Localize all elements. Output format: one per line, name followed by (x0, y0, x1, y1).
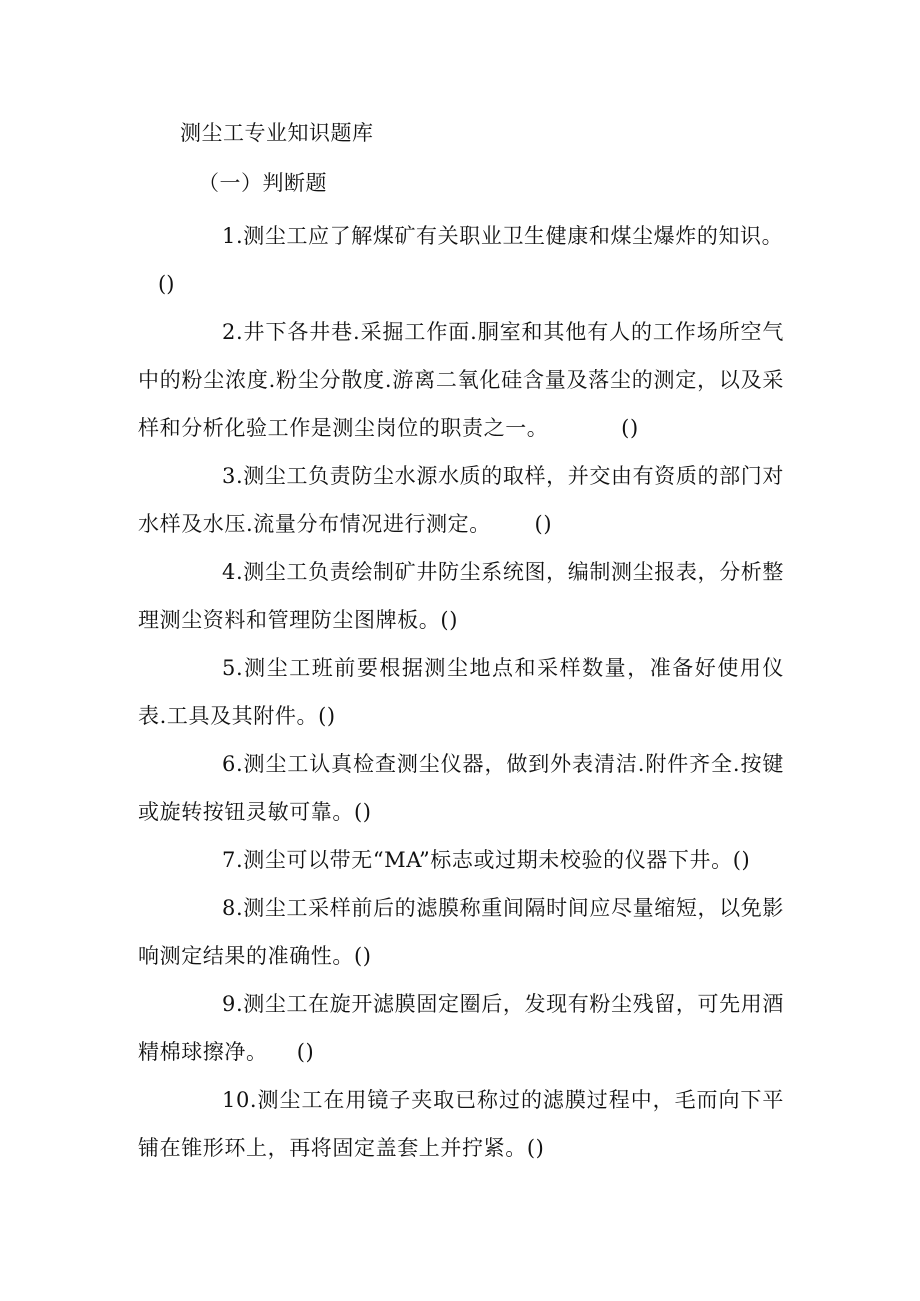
question-number: 6 (222, 752, 236, 776)
question-number: 1 (222, 224, 236, 248)
question-number: 9 (222, 992, 236, 1016)
document-title: 测尘工专业知识题库 (180, 121, 374, 145)
question-item-8 (138, 884, 784, 980)
question-item-6 (138, 740, 784, 836)
answer-blank: () (621, 416, 639, 440)
question-item-7 (138, 836, 784, 884)
question-text: .测尘工负责绘制矿井防尘系统图，编制测尘报表，分析整理测尘资料和管理防尘图牌板。 (138, 560, 784, 632)
question-text: .井下各井巷.采掘工作面.胴室和其他有人的工作场所空气中的粉尘浓度.粉尘分散度.游离二氧化硅含量及落尘的测定，以及采样和分析化验工作是测尘岗位的职责之一。 (138, 320, 784, 440)
answer-blank: () (440, 608, 458, 632)
question-item-4 (138, 548, 784, 644)
question-number: 5 (222, 656, 236, 680)
question-item-3 (138, 452, 784, 548)
question-number: 3 (222, 464, 236, 488)
question-item-10 (138, 1076, 784, 1172)
answer-blank: () (296, 1040, 315, 1064)
question-number: 8 (222, 896, 236, 920)
answer-blank: () (526, 1136, 545, 1160)
answer-blank: () (318, 704, 336, 728)
question-item-1 (138, 212, 784, 308)
answer-blank: () (158, 272, 175, 296)
question-text: .测尘可以带无“MA”标志或过期未校验的仪器下井。 (235, 848, 733, 872)
section-heading: （一）判断题 (198, 171, 327, 195)
question-item-2 (138, 308, 784, 452)
question-text: .测尘工负责防尘水源水质的取样，并交由有资质的部门对水样及水压.流量分布情况进行测定。 (138, 464, 784, 536)
question-number: 2 (222, 320, 236, 344)
question-number: 4 (222, 560, 236, 584)
answer-blank: () (354, 944, 372, 968)
question-text: .测尘工认真检查测尘仪器，做到外表清洁.附件齐全.按键或旋转按钮灵敏可靠。 (138, 752, 784, 824)
answer-blank: () (732, 848, 751, 872)
question-text: .测尘工在用镜子夹取已称过的滤膜过程中，毛而向下平铺在锥形环上，再将固定盖套上并拧紧。 (138, 1088, 784, 1160)
question-number: 7 (222, 848, 236, 872)
question-text: .测尘工班前要根据测尘地点和采样数量，准备好使用仪表.工具及其附件。 (138, 656, 784, 728)
answer-blank: () (534, 512, 553, 536)
question-text: .测尘工应了解煤矿有关职业卫生健康和煤尘爆炸的知识。 (235, 224, 784, 248)
question-text: .测尘工采样前后的滤膜称重间隔时间应尽量缩短，以免影响测定结果的准确性。 (138, 896, 784, 968)
question-item-5 (138, 644, 784, 740)
answer-blank: () (354, 800, 372, 824)
question-item-9 (138, 980, 784, 1076)
question-number: 10 (222, 1088, 250, 1112)
question-text: .测尘工在旋开滤膜固定圈后，发现有粉尘残留，可先用酒精棉球擦净。 (138, 992, 784, 1064)
